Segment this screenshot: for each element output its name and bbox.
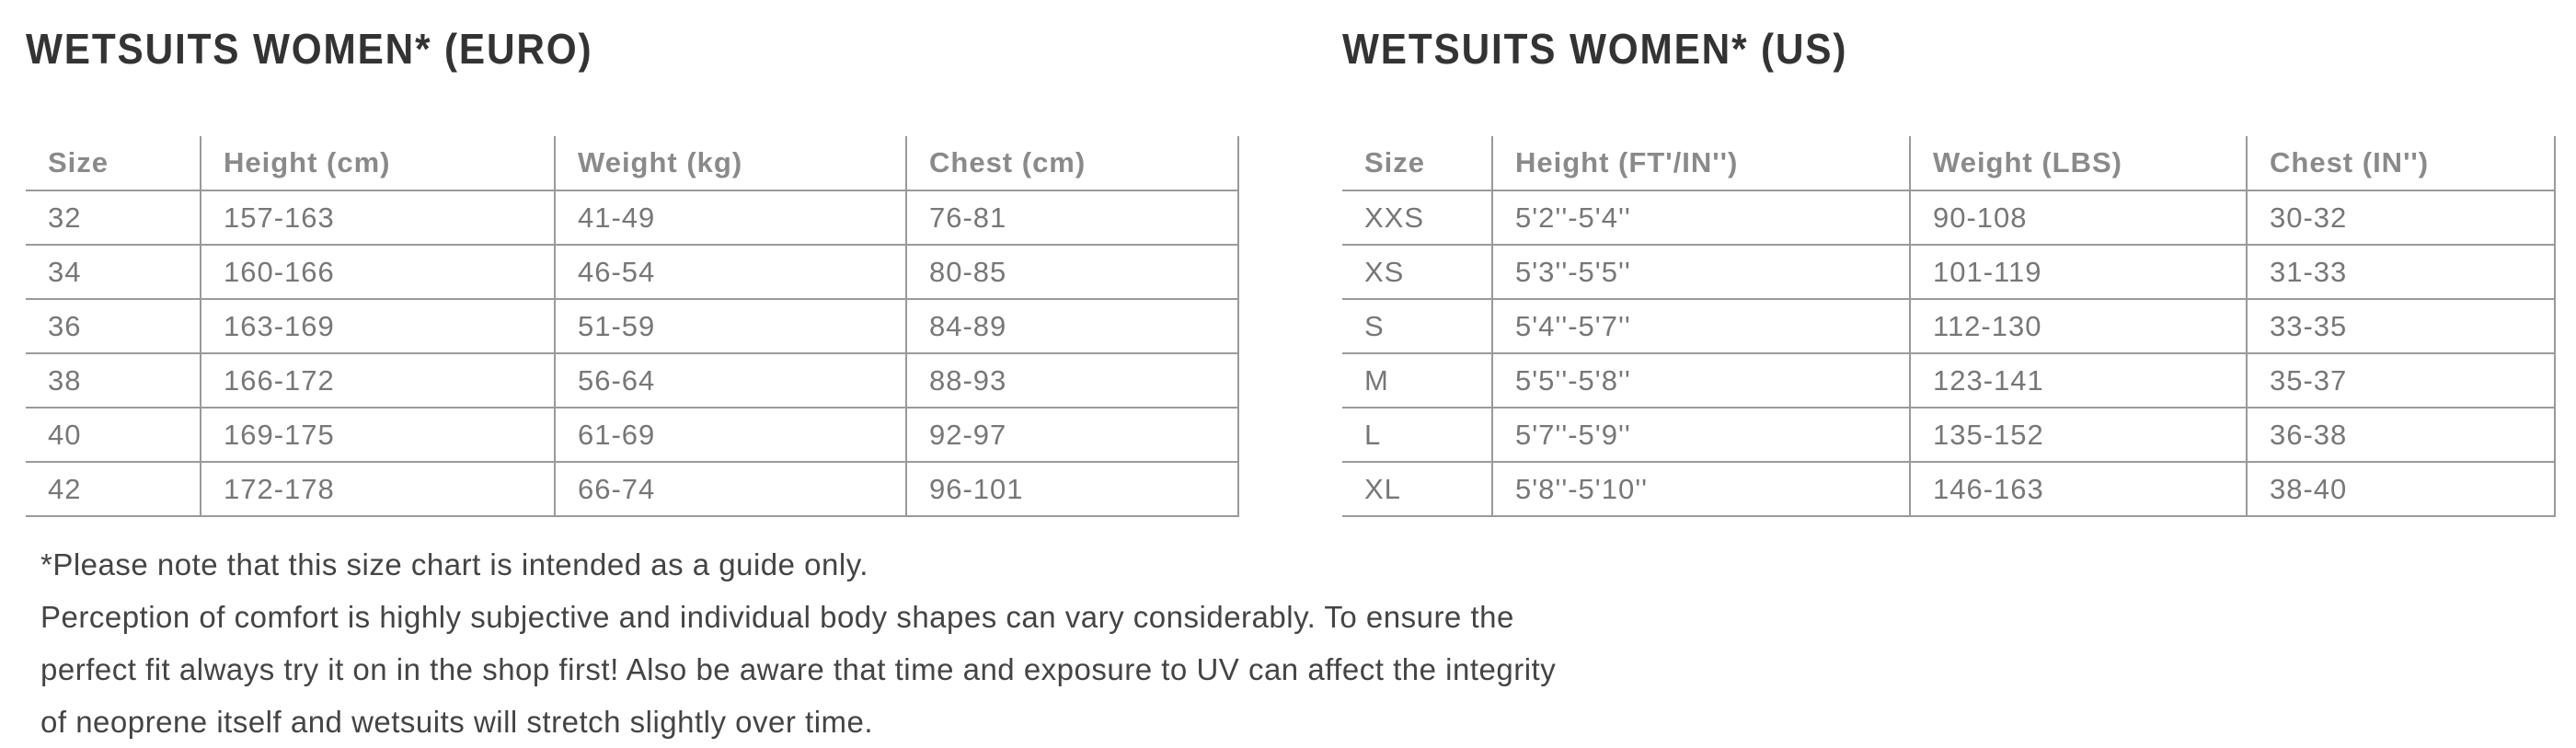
height-cell: 5'7''-5'9'': [1492, 408, 1910, 462]
table-row: [26, 353, 1238, 408]
chest-cell: 35-37: [2247, 353, 2555, 408]
size-cell: 34: [26, 245, 201, 299]
height-cell: 163-169: [201, 299, 555, 353]
size-cell: XXS: [1342, 190, 1492, 245]
weight-cell: 61-69: [555, 408, 906, 462]
table-row: [1342, 190, 2555, 245]
height-cell: 5'4''-5'7'': [1492, 299, 1910, 353]
us-size-chart: [1342, 25, 2555, 505]
size-cell: 42: [26, 462, 201, 516]
weight-cell: 51-59: [555, 299, 906, 353]
size-cell: 40: [26, 408, 201, 462]
chest-cell: 96-101: [906, 462, 1238, 516]
weight-cell: 135-152: [1910, 408, 2247, 462]
height-cell: 5'8''-5'10'': [1492, 462, 1910, 516]
chest-cell: 76-81: [906, 190, 1238, 245]
size-guide-disclaimer: [40, 538, 1715, 748]
us-chart-title: WETSUITS WOMEN* (US): [1342, 25, 1848, 73]
chest-cell: 80-85: [906, 245, 1238, 299]
disclaimer-line: Perception of comfort is highly subjective and individual body shapes can vary considerably. To ensure the: [40, 600, 1514, 634]
chest-cell: 31-33: [2247, 245, 2555, 299]
chest-cell: 33-35: [2247, 299, 2555, 353]
height-cell: 160-166: [201, 245, 555, 299]
column-header-height: Height (FT'/IN''): [1492, 136, 1910, 190]
euro-size-table: [26, 136, 1239, 517]
height-cell: 5'2''-5'4'': [1492, 190, 1910, 245]
column-header-height: Height (cm): [201, 136, 555, 190]
size-cell: 32: [26, 190, 201, 245]
weight-cell: 112-130: [1910, 299, 2247, 353]
size-cell: L: [1342, 408, 1492, 462]
size-cell: 36: [26, 299, 201, 353]
table-row: [26, 462, 1238, 516]
chest-cell: 92-97: [906, 408, 1238, 462]
disclaimer-line: perfect fit always try it on in the shop first! Also be aware that time and exposure to UV can affect the integrity: [40, 652, 1557, 686]
height-cell: 169-175: [201, 408, 555, 462]
size-cell: XS: [1342, 245, 1492, 299]
height-cell: 172-178: [201, 462, 555, 516]
us-size-table: [1342, 136, 2556, 517]
table-row: [26, 299, 1238, 353]
size-cell: XL: [1342, 462, 1492, 516]
table-row: [1342, 462, 2555, 516]
disclaimer-line: *Please note that this size chart is intended as a guide only.: [40, 547, 868, 581]
column-header-chest: Chest (cm): [906, 136, 1238, 190]
table-header-row: [1342, 136, 2555, 190]
chest-cell: 84-89: [906, 299, 1238, 353]
height-cell: 5'5''-5'8'': [1492, 353, 1910, 408]
table-row: [1342, 245, 2555, 299]
table-row: [1342, 353, 2555, 408]
size-cell: 38: [26, 353, 201, 408]
column-header-chest: Chest (IN''): [2247, 136, 2555, 190]
euro-size-chart: [26, 25, 1238, 505]
chest-cell: 30-32: [2247, 190, 2555, 245]
table-row: [26, 408, 1238, 462]
table-row: [26, 190, 1238, 245]
table-row: [26, 245, 1238, 299]
size-cell: M: [1342, 353, 1492, 408]
chest-cell: 88-93: [906, 353, 1238, 408]
chest-cell: 38-40: [2247, 462, 2555, 516]
column-header-size: Size: [1342, 136, 1492, 190]
table-header-row: [26, 136, 1238, 190]
weight-cell: 41-49: [555, 190, 906, 245]
weight-cell: 101-119: [1910, 245, 2247, 299]
column-header-weight: Weight (kg): [555, 136, 906, 190]
column-header-weight: Weight (LBS): [1910, 136, 2247, 190]
height-cell: 166-172: [201, 353, 555, 408]
height-cell: 157-163: [201, 190, 555, 245]
column-header-size: Size: [26, 136, 201, 190]
weight-cell: 146-163: [1910, 462, 2247, 516]
weight-cell: 90-108: [1910, 190, 2247, 245]
chest-cell: 36-38: [2247, 408, 2555, 462]
table-row: [1342, 299, 2555, 353]
weight-cell: 46-54: [555, 245, 906, 299]
euro-chart-title: WETSUITS WOMEN* (EURO): [26, 25, 593, 73]
disclaimer-line: of neoprene itself and wetsuits will stretch slightly over time.: [40, 705, 874, 739]
weight-cell: 123-141: [1910, 353, 2247, 408]
table-row: [1342, 408, 2555, 462]
weight-cell: 66-74: [555, 462, 906, 516]
size-cell: S: [1342, 299, 1492, 353]
weight-cell: 56-64: [555, 353, 906, 408]
height-cell: 5'3''-5'5'': [1492, 245, 1910, 299]
